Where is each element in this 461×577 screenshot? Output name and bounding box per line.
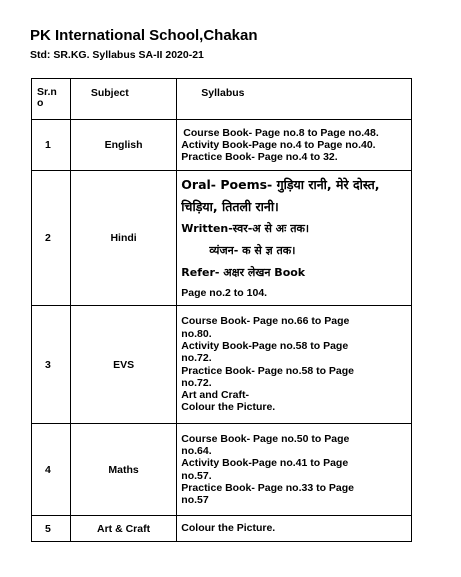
row-subject: EVS <box>70 306 176 424</box>
row-syllabus <box>177 120 412 171</box>
table-header-row <box>32 79 412 120</box>
syllabus-line: Colour the Picture. <box>181 522 276 535</box>
row-subject: Maths <box>70 424 176 516</box>
syllabus-line: Activity Book-Page no.41 to Page <box>181 457 349 470</box>
row-subject: Art & Craft <box>70 516 176 542</box>
row-serial-no: 1 <box>32 120 71 171</box>
row-syllabus <box>177 171 412 306</box>
row-serial-no: 4 <box>32 424 71 516</box>
row-serial-no: 3 <box>32 306 71 424</box>
serial-header-line1: Sr.n <box>37 86 57 98</box>
syllabus-line: Practice Book- Page no.4 to 32. <box>181 151 338 164</box>
syllabus-line: Activity Book-Page no.4 to Page no.40. <box>181 138 376 151</box>
table-row <box>32 516 412 542</box>
syllabus-line: Art and Craft- <box>181 389 249 402</box>
row-syllabus <box>177 306 412 424</box>
row-syllabus <box>177 424 412 516</box>
serial-header-line2: o <box>37 97 44 109</box>
syllabus-line: no.57. <box>181 469 212 482</box>
row-serial-no: 5 <box>32 516 71 542</box>
syllabus-line: Course Book- Page no.50 to Page <box>181 432 350 445</box>
syllabus-line: no.72. <box>181 352 212 365</box>
column-header-syllabus: Syllabus <box>177 79 412 120</box>
syllabus-table <box>31 78 412 542</box>
syllabus-line: Refer- अक्षर लेखन Book <box>181 266 306 279</box>
table-row <box>32 171 412 306</box>
row-syllabus <box>177 516 412 542</box>
syllabus-line: no.57 <box>181 494 209 507</box>
syllabus-line: Practice Book- Page no.33 to Page <box>181 481 355 494</box>
school-title: PK International School,Chakan <box>30 27 258 44</box>
syllabus-line: Oral- Poems- गुड़िया रानी, मेरे दोस्त, <box>181 177 380 192</box>
syllabus-line: चिड़िया, तितली रानी। <box>181 199 279 214</box>
syllabus-line: no.72. <box>181 376 212 389</box>
syllabus-line: Activity Book-Page no.58 to Page <box>181 339 349 352</box>
syllabus-line: no.80. <box>181 327 212 340</box>
syllabus-line: Practice Book- Page no.58 to Page <box>181 364 355 377</box>
syllabus-subtitle: Std: SR.KG. Syllabus SA-II 2020-21 <box>30 49 204 61</box>
row-subject: Hindi <box>70 171 176 306</box>
table-row <box>32 120 412 171</box>
syllabus-line: no.64. <box>181 444 212 457</box>
table-row <box>32 306 412 424</box>
syllabus-line: व्यंजन- क से ज्ञ तक। <box>209 244 296 257</box>
syllabus-line: Colour the Picture. <box>181 401 276 414</box>
syllabus-line: Course Book- Page no.8 to Page no.48. <box>183 126 379 139</box>
column-header-serial-no <box>32 79 71 120</box>
column-header-subject: Subject <box>70 79 176 120</box>
syllabus-line: Course Book- Page no.66 to Page <box>181 315 350 328</box>
table-row <box>32 424 412 516</box>
syllabus-line: Page no.2 to 104. <box>181 287 268 299</box>
syllabus-line: Written-स्वर-अ से अः तक। <box>181 222 310 235</box>
row-subject: English <box>70 120 176 171</box>
row-serial-no: 2 <box>32 171 71 306</box>
